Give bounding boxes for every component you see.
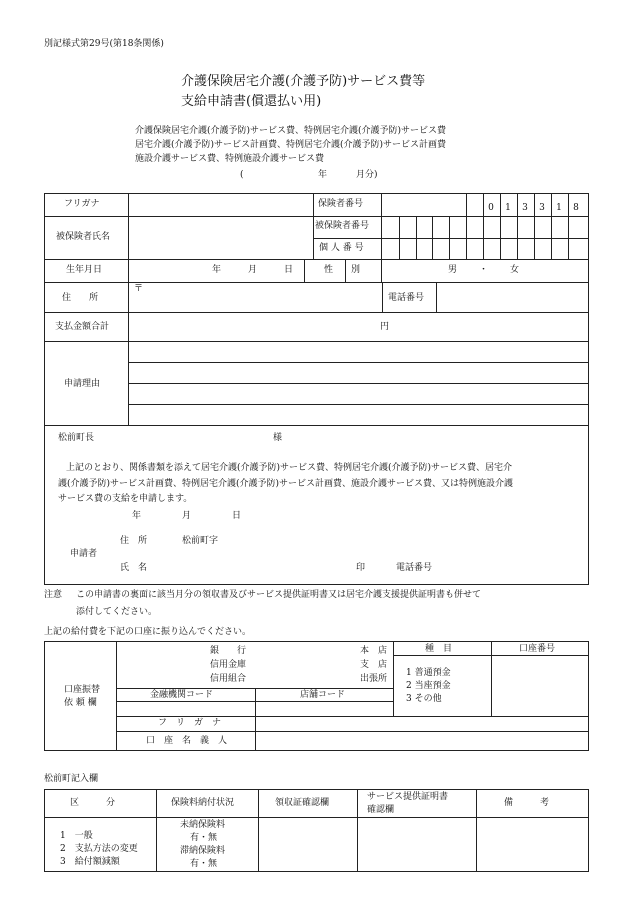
yen-unit: 円 [380, 322, 390, 332]
office-header-cert-2: 確認欄 [367, 805, 395, 815]
address-label: 住 所 [62, 293, 99, 303]
account-type-other[interactable]: 3 その他 [406, 694, 442, 704]
insured-name-field[interactable] [129, 217, 312, 258]
office-section-title: 松前町記入欄 [44, 774, 99, 784]
office-header-category: 区 分 [70, 798, 116, 808]
insurer-digit: 8 [573, 203, 579, 213]
addressee: 松前町長 [58, 433, 95, 443]
insured-number-label: 被保険者番号 [315, 221, 370, 231]
subtitle-line-3: 施設介護サービス費、特例施設介護サービス費 [135, 154, 325, 164]
phone-field[interactable] [437, 283, 588, 311]
note-label: 注意 [44, 590, 63, 600]
note-line-1: この申請書の裏面に該当月分の領収書及びサービス提供証明書又は居宅介護支援提供証明書も併せて [76, 590, 482, 600]
bank-section-label-2: 依 頼 欄 [64, 698, 97, 708]
period-month: 月分) [356, 170, 378, 180]
office-header-receipt: 領収証確認欄 [275, 798, 330, 808]
insurer-digit: 0 [488, 203, 494, 213]
birth-year-unit: 年 [212, 265, 222, 275]
subtitle-line-1: 介護保険居宅介護(介護予防)サービス費、特例居宅介護(介護予防)サービス費 [135, 126, 447, 136]
insurer-digit: 1 [505, 203, 511, 213]
inst-type-kumiai[interactable]: 信用組合 [210, 674, 247, 684]
date-year-unit: 年 [132, 511, 142, 521]
inst-type-bank[interactable]: 銀 行 [210, 646, 247, 656]
declaration-line-1: 上記のとおり、関係書類を添えて居宅介護(介護予防)サービス費、特例居宅介護(介護予防)サービス費、居宅介 [66, 463, 513, 473]
account-furigana-field[interactable] [256, 717, 588, 730]
category-payment-change: 2 支払方法の変更 [60, 844, 138, 854]
office-header-cert-1: サービス提供証明書 [367, 792, 449, 802]
insured-name-label: 被保険者氏名 [56, 232, 111, 242]
furigana-field[interactable] [129, 194, 312, 215]
account-type-ordinary[interactable]: 1 普通預金 [406, 668, 451, 678]
sex-label: 性 別 [324, 265, 361, 275]
period-open: ( [240, 170, 244, 180]
title-line-1: 介護保険居宅介護(介護予防)サービス費等 [181, 74, 426, 89]
subtitle-line-2: 居宅介護(介護予防)サービス計画費、特例居宅介護(介護予防)サービス計画費 [135, 140, 447, 150]
form-number: 別記様式第29号(第18条関係) [44, 39, 164, 49]
insurer-digit: 3 [539, 203, 545, 213]
sex-female-option[interactable]: 女 [510, 265, 520, 275]
inst-code-label: 金融機関コード [150, 690, 214, 700]
declaration-line-2: 護(介護予防)サービス計画費、特例居宅介護(介護予防)サービス計画費、施設介護サービス費、又は特例施設介護 [58, 479, 514, 489]
address-field[interactable] [129, 283, 381, 311]
category-general: 1 一般 [60, 831, 93, 841]
bank-section-label-1: 口座振替 [64, 685, 101, 695]
account-number-field[interactable] [492, 656, 588, 715]
applicant-address-label: 住 所 [120, 536, 148, 546]
overdue-premium-choice[interactable]: 有・無 [190, 859, 218, 869]
personal-number-label: 個 人 番 号 [319, 243, 364, 253]
personal-number-field[interactable] [382, 239, 588, 258]
branch-type-branch[interactable]: 支 店 [360, 660, 388, 670]
note-line-2: 添付してください。 [76, 607, 158, 617]
reason-label: 申請理由 [64, 379, 101, 389]
branch-type-main[interactable]: 本 店 [360, 646, 388, 656]
applicant-name-label: 氏 名 [120, 563, 148, 573]
birth-day-unit: 日 [284, 265, 294, 275]
period-year: 年 [318, 170, 328, 180]
account-number-header: 口座番号 [519, 644, 556, 654]
honorific: 様 [273, 433, 283, 443]
declaration-line-3: サービス費の支給を申請します。 [58, 494, 193, 504]
reason-field[interactable] [129, 342, 588, 424]
account-type-current[interactable]: 2 当座預金 [406, 681, 451, 691]
applicant-address-prefix: 松前町字 [182, 536, 219, 546]
branch-code-label: 店舗コード [300, 690, 346, 700]
phone-label: 電話番号 [388, 293, 425, 303]
inst-type-shinkin[interactable]: 信用金庫 [210, 660, 247, 670]
insured-number-field[interactable] [382, 217, 588, 237]
sex-male-option[interactable]: 男 [448, 265, 458, 275]
transfer-notice: 上記の給付費を下記の口座に振り込んでください。 [44, 627, 252, 637]
date-day-unit: 日 [232, 511, 242, 521]
category-reduction: 3 給付額減額 [60, 857, 120, 867]
office-header-payment: 保険料納付状況 [171, 798, 235, 808]
account-holder-field[interactable] [256, 732, 588, 750]
applicant-label: 申請者 [70, 549, 98, 559]
total-amount-label: 支払金額合計 [55, 322, 110, 332]
title-line-2: 支給申請書(償還払い用) [181, 94, 322, 109]
birthdate-label: 生年月日 [66, 265, 103, 275]
account-type-header: 種 目 [425, 644, 453, 654]
unpaid-premium-label: 未納保険料 [180, 820, 226, 830]
insurer-digit: 3 [522, 203, 528, 213]
seal-mark: 印 [356, 563, 366, 573]
birth-month-unit: 月 [248, 265, 258, 275]
date-month-unit: 月 [182, 511, 192, 521]
unpaid-premium-choice[interactable]: 有・無 [190, 833, 218, 843]
applicant-phone-label: 電話番号 [396, 563, 433, 573]
insurer-number-label: 保険者番号 [318, 199, 364, 209]
sex-separator: ・ [479, 265, 489, 275]
postal-mark: 〒 [134, 284, 144, 294]
account-furigana-label: フ リ ガ ナ [158, 718, 222, 728]
office-header-remarks: 備 考 [504, 798, 550, 808]
branch-type-office[interactable]: 出張所 [360, 674, 388, 684]
overdue-premium-label: 滞納保険料 [180, 846, 226, 856]
furigana-label: フリガナ [64, 199, 100, 209]
account-holder-label: 口 座 名 義 人 [146, 736, 228, 746]
insurer-digit: 1 [556, 203, 562, 213]
